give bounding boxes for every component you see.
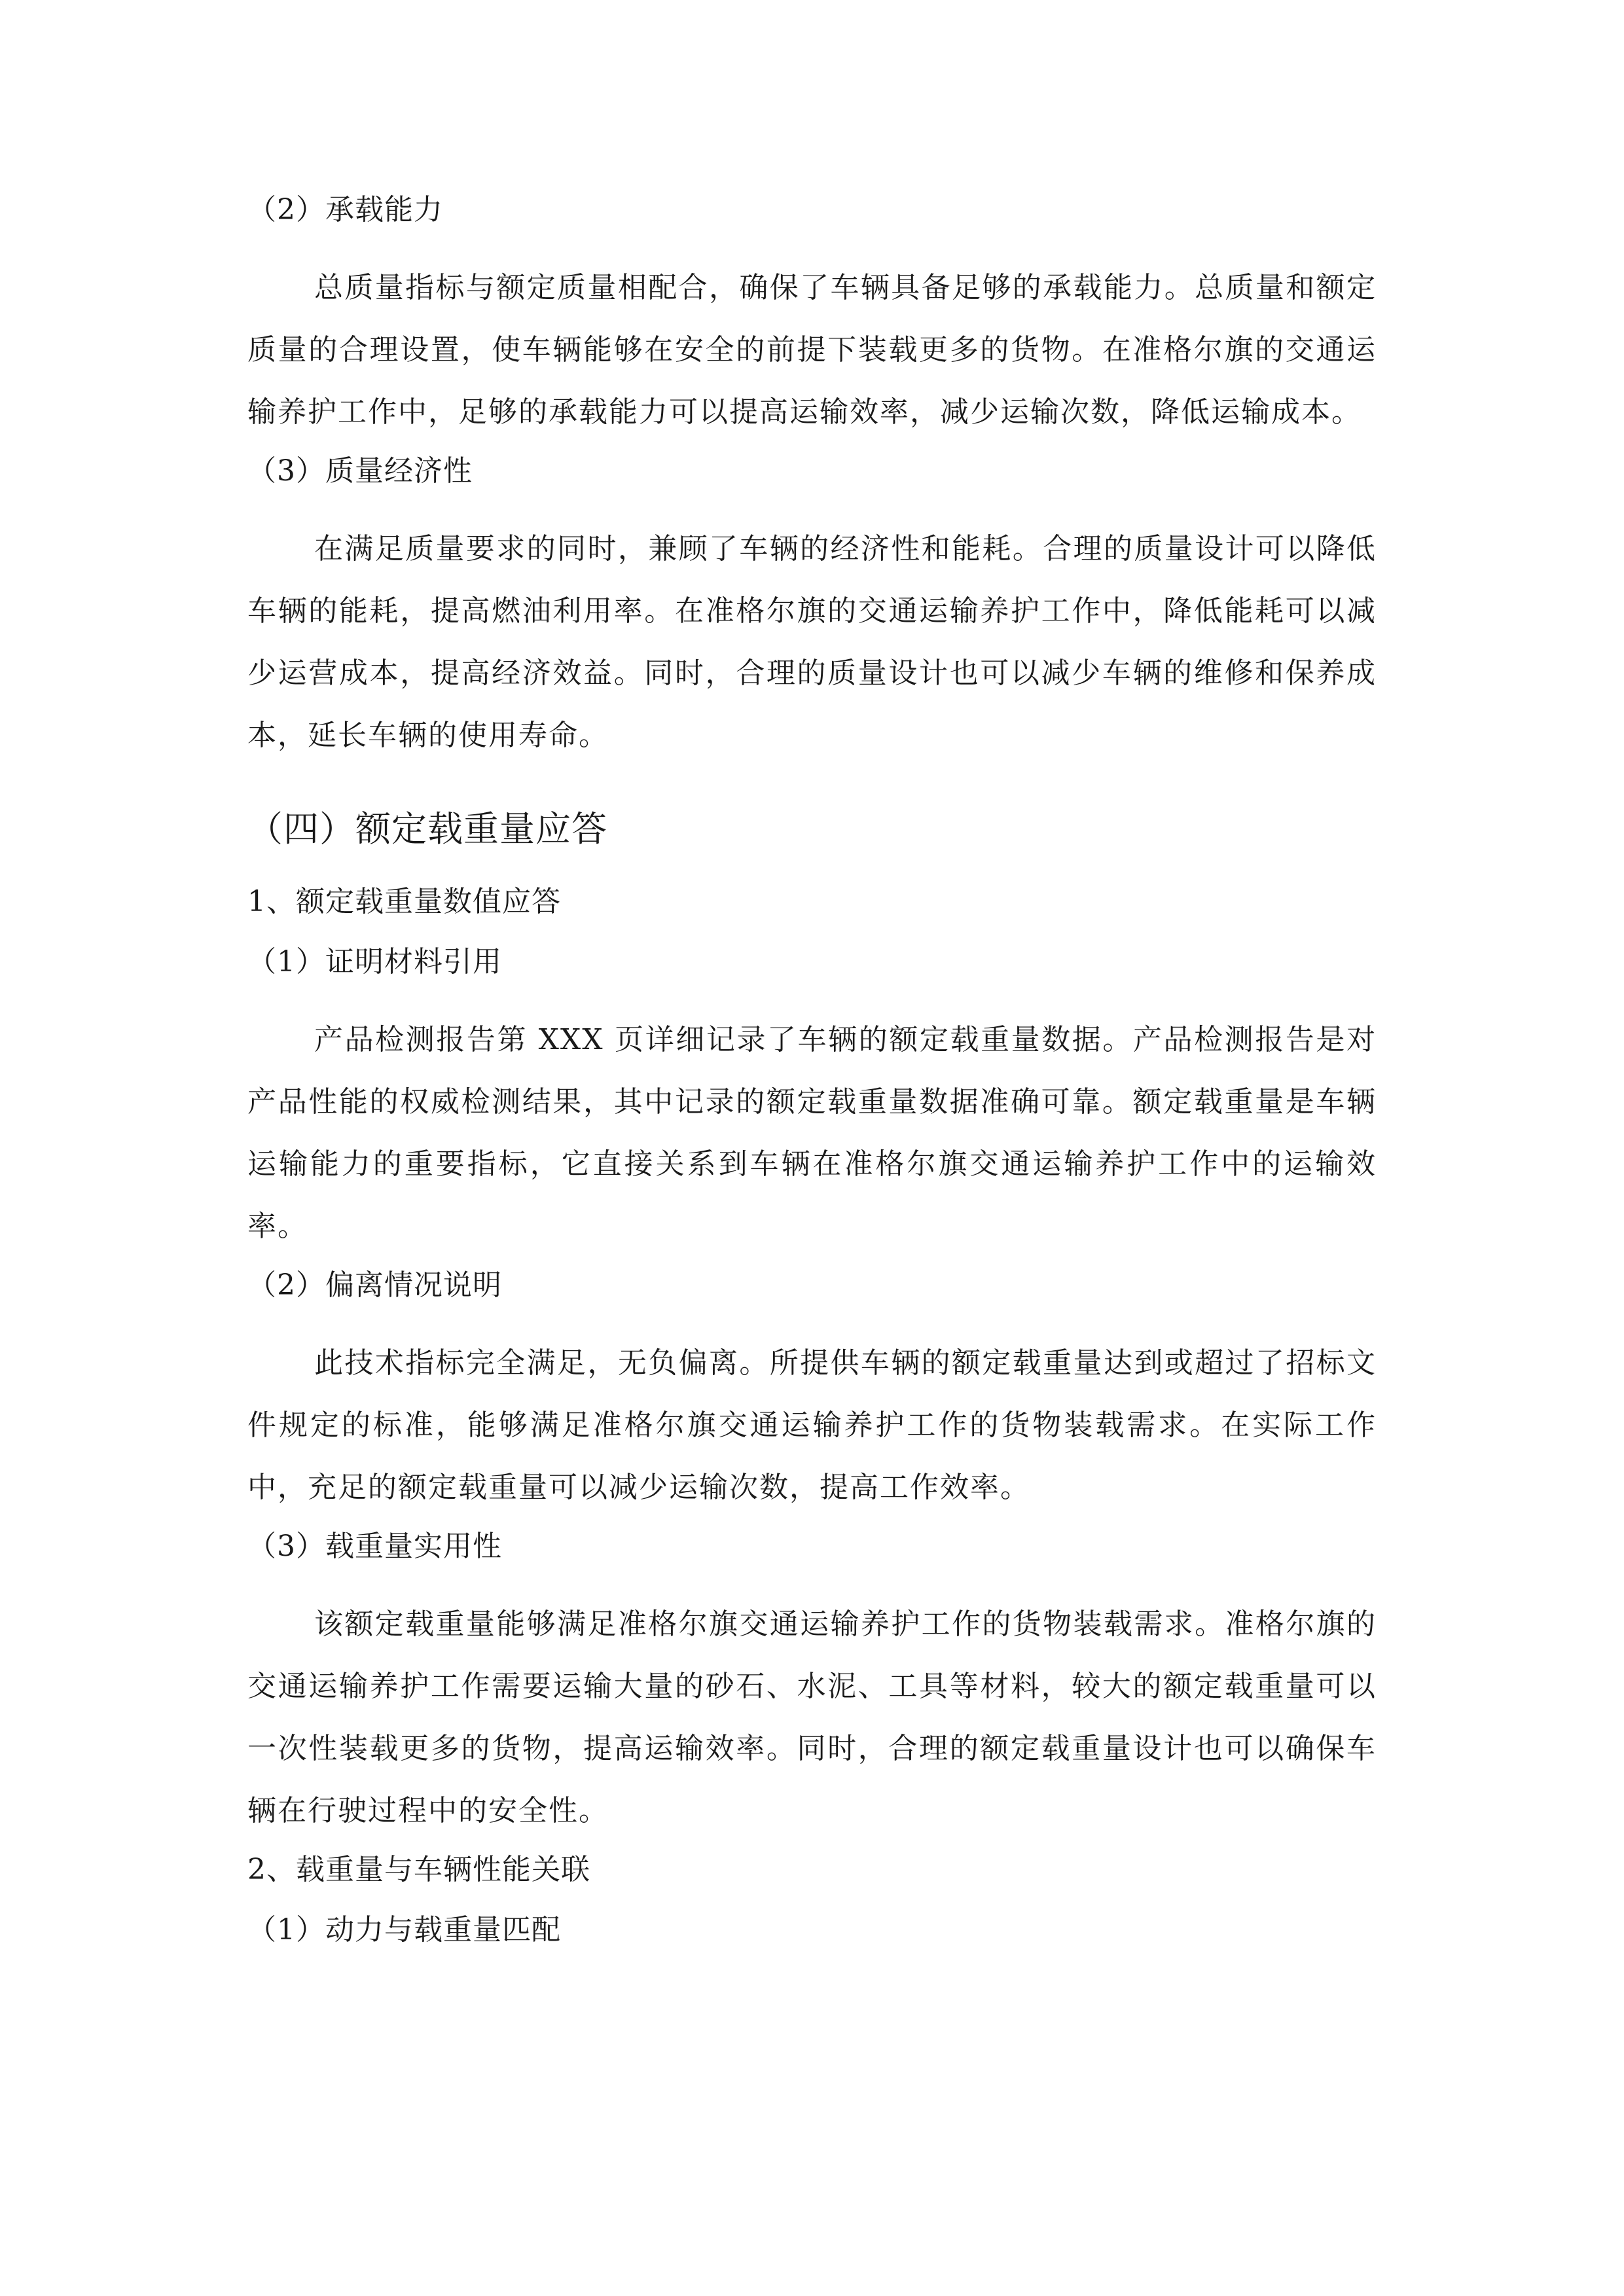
- subsection-heading-carrying-capacity: （2）承载能力: [247, 193, 443, 226]
- subsection-heading-deviation: （2）偏离情况说明: [247, 1268, 502, 1302]
- paragraph-carrying-capacity: 总质量指标与额定质量相配合，确保了车辆具备足够的承载能力。总质量和额定质量的合理设置，使车辆能够在安全的前提下装载更多的货物。在准格尔旗的交通运输养护工作中，足够的承载能力可以提高运输效率，减少运输次数，降低运输成本。: [247, 271, 1377, 429]
- numbered-heading-rated-load-value: 1、额定载重量数值应答: [247, 885, 561, 918]
- paragraph-evidence: 产品检测报告第 XXX 页详细记录了车辆的额定载重量数据。产品检测报告是对产品性能的权威检测结果，其中记录的额定载重量数据准确可靠。额定载重量是车辆运输能力的重要指标，它直接关系到车辆在准格尔旗交通运输养护工作中的运输效率。: [247, 1023, 1377, 1243]
- subsection-heading-evidence: （1）证明材料引用: [247, 945, 502, 978]
- paragraph-mass-economy: 在满足质量要求的同时，兼顾了车辆的经济性和能耗。合理的质量设计可以降低车辆的能耗，提高燃油利用率。在准格尔旗的交通运输养护工作中，降低能耗可以减少运营成本，提高经济效益。同时，合理的质量设计也可以减少车辆的维修和保养成本，延长车辆的使用寿命。: [247, 532, 1377, 752]
- subsection-heading-mass-economy: （3）质量经济性: [247, 454, 473, 488]
- numbered-heading-load-performance: 2、载重量与车辆性能关联: [247, 1853, 590, 1886]
- subsection-heading-load-practicality: （3）载重量实用性: [247, 1530, 502, 1563]
- section-heading-rated-load: （四）额定载重量应答: [247, 808, 607, 850]
- paragraph-deviation: 此技术指标完全满足，无负偏离。所提供车辆的额定载重量达到或超过了招标文件规定的标准，能够满足准格尔旗交通运输养护工作的货物装载需求。在实际工作中，充足的额定载重量可以减少运输次数，提高工作效率。: [247, 1346, 1377, 1504]
- document-body: [247, 190, 1377, 1977]
- paragraph-load-practicality: 该额定载重量能够满足准格尔旗交通运输养护工作的货物装载需求。准格尔旗的交通运输养护工作需要运输大量的砂石、水泥、工具等材料，较大的额定载重量可以一次性装载更多的货物，提高运输效率。同时，合理的额定载重量设计也可以确保车辆在行驶过程中的安全性。: [247, 1607, 1377, 1827]
- subsection-heading-power-load-match: （1）动力与载重量匹配: [247, 1913, 561, 1946]
